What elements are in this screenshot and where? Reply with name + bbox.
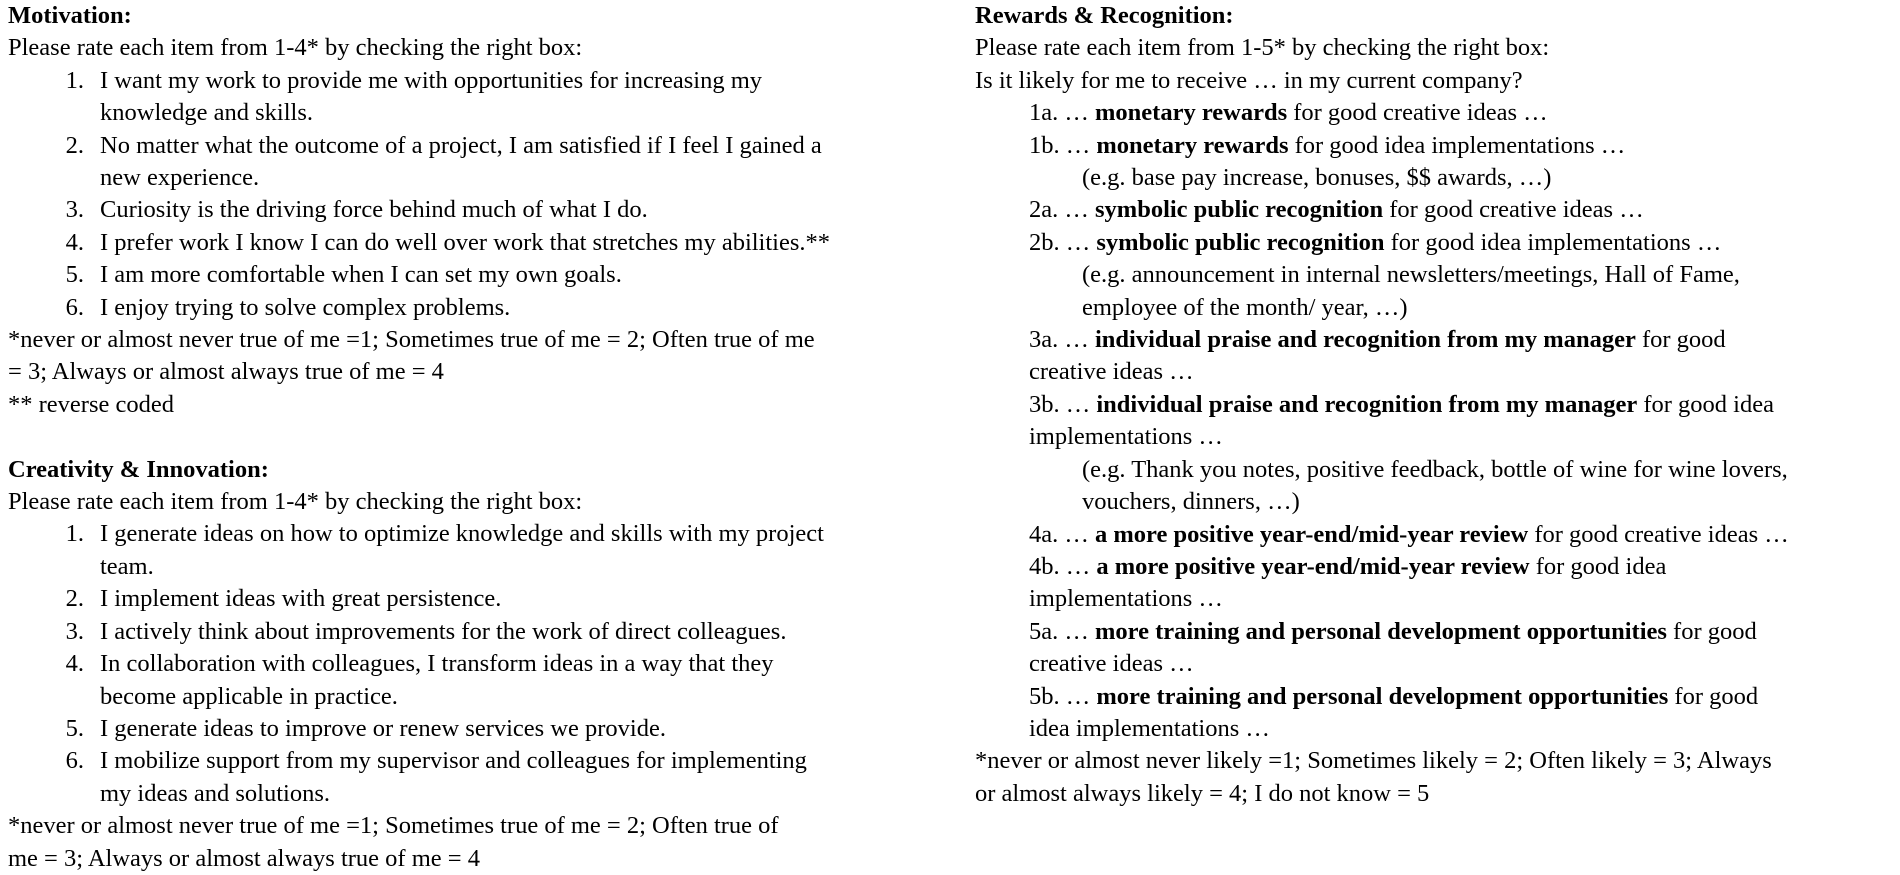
rewards-item-label: 2a. … xyxy=(1029,196,1095,224)
item-number: 4. xyxy=(65,650,84,678)
item-text: I enjoy trying to solve complex problems. xyxy=(100,293,511,321)
rewards-item xyxy=(975,194,1895,226)
section-spacer xyxy=(8,421,968,453)
rewards-item xyxy=(975,616,1895,648)
creativity-item-4 xyxy=(8,648,968,713)
item-number: 3. xyxy=(65,196,84,224)
creativity-item-5 xyxy=(8,713,968,745)
rewards-item-label: 5a. … xyxy=(1029,617,1095,645)
rewards-item-list xyxy=(975,97,1895,745)
item-number: 2. xyxy=(65,585,84,613)
motivation-item-1 xyxy=(8,65,968,130)
item-number: 3. xyxy=(65,617,84,645)
creativity-item-2 xyxy=(8,583,968,615)
creativity-footnote-line-1: *never or almost never true of me =1; Sometimes true of me = 2; Often true of xyxy=(8,812,779,840)
reverse-coded-note: ** reverse coded xyxy=(8,390,174,418)
motivation-footnote-line-1: *never or almost never true of me =1; Sometimes true of me = 2; Often true of me xyxy=(8,326,815,354)
rewards-item-emphasis: symbolic public recognition xyxy=(1095,196,1384,224)
rewards-item xyxy=(975,681,1895,713)
item-text: No matter what the outcome of a project, I am satisfied if I feel I gained a xyxy=(100,131,822,159)
rewards-item-emphasis: symbolic public recognition xyxy=(1096,228,1385,256)
item-number: 5. xyxy=(65,261,84,289)
item-text: team. xyxy=(100,552,154,580)
rewards-heading: Rewards & Recognition: xyxy=(975,2,1234,29)
item-text: new experience. xyxy=(100,164,260,192)
item-text: Curiosity is the driving force behind much of what I do. xyxy=(100,196,648,224)
motivation-item-4 xyxy=(8,227,968,259)
item-text: I generate ideas to improve or renew services we provide. xyxy=(100,714,666,742)
rewards-footnote-line-1: *never or almost never likely =1; Sometimes likely = 2; Often likely = 3; Always xyxy=(975,747,1772,775)
rewards-item-label: 5b. … xyxy=(1029,682,1097,710)
item-text: I actively think about improvements for the work of direct colleagues. xyxy=(100,617,787,645)
rewards-item-emphasis: more training and personal development opportunities xyxy=(1096,682,1669,710)
rewards-item-label: 1b. … xyxy=(1029,131,1097,159)
creativity-item-6 xyxy=(8,745,968,810)
rewards-item-text: for good idea implementations … xyxy=(1288,131,1626,159)
rewards-item-text: for good xyxy=(1635,326,1726,354)
creativity-instruction: Please rate each item from 1-4* by checking the right box: xyxy=(8,488,583,516)
item-text: knowledge and skills. xyxy=(100,99,313,127)
rewards-item xyxy=(975,389,1895,421)
item-number: 6. xyxy=(65,747,84,775)
rewards-item-emphasis: individual praise and recognition from my manager xyxy=(1096,390,1638,418)
rewards-item-label: 4a. … xyxy=(1029,520,1095,548)
rewards-item-continuation: creative ideas … xyxy=(1029,358,1194,386)
left-column xyxy=(8,0,968,875)
rewards-item-emphasis: monetary rewards xyxy=(1096,131,1289,159)
rewards-item-emphasis: a more positive year-end/mid-year review xyxy=(1095,520,1529,548)
rewards-example-text: vouchers, dinners, …) xyxy=(1082,488,1300,516)
rewards-item-emphasis: monetary rewards xyxy=(1095,99,1288,127)
item-number: 5. xyxy=(65,714,84,742)
rewards-item xyxy=(975,551,1895,583)
rewards-item-text: for good xyxy=(1666,617,1757,645)
rewards-item-text: for good idea xyxy=(1637,390,1774,418)
motivation-instruction: Please rate each item from 1-4* by checking the right box: xyxy=(8,34,583,62)
rewards-item xyxy=(975,324,1895,356)
item-text: I implement ideas with great persistence. xyxy=(100,585,502,613)
item-text: I prefer work I know I can do well over work that stretches my abilities.** xyxy=(100,228,831,256)
rewards-item-emphasis: a more positive year-end/mid-year review xyxy=(1096,552,1530,580)
motivation-heading: Motivation: xyxy=(8,2,132,29)
rewards-instruction: Please rate each item from 1-5* by checking the right box: xyxy=(975,34,1550,62)
rewards-example-text: (e.g. announcement in internal newsletters/meetings, Hall of Fame, xyxy=(1082,261,1740,289)
item-text: become applicable in practice. xyxy=(100,682,398,710)
rewards-item xyxy=(975,97,1895,129)
rewards-item-continuation: implementations … xyxy=(1029,423,1223,451)
rewards-question: Is it likely for me to receive … in my current company? xyxy=(975,66,1523,94)
rewards-item-label: 2b. … xyxy=(1029,228,1097,256)
rewards-item-label: 4b. … xyxy=(1029,552,1097,580)
item-number: 1. xyxy=(65,66,84,94)
item-number: 2. xyxy=(65,131,84,159)
motivation-item-3 xyxy=(8,194,968,226)
rewards-example-text: employee of the month/ year, …) xyxy=(1082,293,1408,321)
rewards-item-text: for good idea implementations … xyxy=(1384,228,1722,256)
motivation-item-2 xyxy=(8,130,968,195)
item-number: 4. xyxy=(65,228,84,256)
item-text: I mobilize support from my supervisor and colleagues for implementing xyxy=(100,747,807,775)
rewards-example-text: (e.g. base pay increase, bonuses, $$ awards, …) xyxy=(1082,164,1552,192)
item-number: 6. xyxy=(65,293,84,321)
rewards-item-label: 3a. … xyxy=(1029,326,1095,354)
rewards-item-text: for good idea xyxy=(1529,552,1667,580)
creativity-footnote-line-2: me = 3; Always or almost always true of me = 4 xyxy=(8,844,480,872)
item-text: I want my work to provide me with opportunities for increasing my xyxy=(100,66,763,94)
rewards-example-text: (e.g. Thank you notes, positive feedback, bottle of wine for wine lovers, xyxy=(1082,455,1788,483)
right-column xyxy=(975,0,1895,810)
motivation-item-5 xyxy=(8,259,968,291)
creativity-heading: Creativity & Innovation: xyxy=(8,455,269,483)
rewards-item-label: 1a. … xyxy=(1029,99,1095,127)
rewards-item xyxy=(975,519,1895,551)
rewards-item-emphasis: more training and personal development opportunities xyxy=(1095,617,1667,645)
rewards-footnote-line-2: or almost always likely = 4; I do not know = 5 xyxy=(975,779,1430,807)
creativity-item-1 xyxy=(8,518,968,583)
item-number: 1. xyxy=(65,520,84,548)
rewards-item-label: 3b. … xyxy=(1029,390,1097,418)
motivation-footnote-line-2: = 3; Always or almost always true of me = 4 xyxy=(8,358,444,386)
rewards-item-continuation: creative ideas … xyxy=(1029,650,1194,678)
rewards-item-text: for good creative ideas … xyxy=(1287,99,1548,127)
rewards-item-emphasis: individual praise and recognition from my manager xyxy=(1095,326,1636,354)
item-text: In collaboration with colleagues, I transform ideas in a way that they xyxy=(100,650,774,678)
item-text: I generate ideas on how to optimize knowledge and skills with my project xyxy=(100,520,824,548)
rewards-item xyxy=(975,227,1895,259)
creativity-item-3 xyxy=(8,616,968,648)
rewards-item-text: for good creative ideas … xyxy=(1528,520,1789,548)
rewards-item xyxy=(975,130,1895,162)
item-text: my ideas and solutions. xyxy=(100,779,331,807)
rewards-item-continuation: implementations … xyxy=(1029,585,1223,613)
rewards-item-text: for good xyxy=(1668,682,1759,710)
item-text: I am more comfortable when I can set my own goals. xyxy=(100,261,622,289)
rewards-item-continuation: idea implementations … xyxy=(1029,714,1270,742)
rewards-item-text: for good creative ideas … xyxy=(1383,196,1644,224)
motivation-item-6 xyxy=(8,292,968,324)
